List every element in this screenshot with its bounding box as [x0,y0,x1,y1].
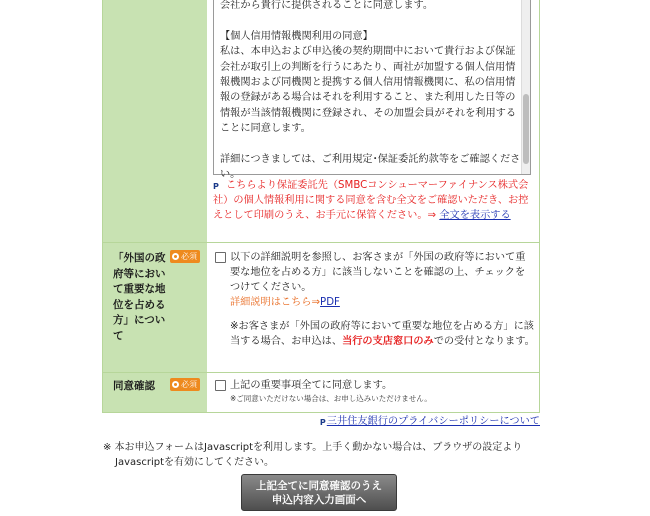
foreign-official-detail [230,295,535,310]
foreign-official-checkbox-row [215,250,535,349]
terms-line [220,137,524,152]
note-bold: 当行の支店窓口のみ [342,336,434,347]
required-badge-label: 必須 [181,252,197,261]
detail-pdf-link[interactable]: PDF [320,297,340,308]
required-badge-label: 必須 [181,380,197,389]
terms-line: 詳細につきましては、ご利用規定･保証委託約款等をご確認ください。 [220,154,521,181]
foreign-official-checkbox-label: 以下の詳細説明を参照し、お客さまが「外国の政府等において重要な地位を占める方」に該当しないことを確認の上、チェックをつけてください。 [230,252,526,293]
terms-text [214,0,524,181]
foreign-official-label-cell [103,243,206,372]
javascript-note [103,441,543,470]
consent-checkbox[interactable] [215,380,226,391]
consent-checkbox-label: 上記の重要事項全てに同意します。 [230,380,393,391]
terms-line: 会社から貴行に提供されることに同意します。 [220,0,434,11]
guarantor-notice-text: こちらより保証委託先（SMBCコンシューマーファイナンス株式会社）の個人情報利用に関する同意を含む全文をご確認いただき、お控えとして印刷のうえ、お手元に保管ください。⇒ [213,180,529,221]
consent-value-cell [207,373,539,412]
terms-scroll-thumb[interactable] [523,94,529,164]
terms-line: 【個人信用情報機関利用の同意】 [220,30,373,42]
consent-form-table [102,0,540,413]
terms-line: 私は、本申込および申込後の契約期間中において貴行および保証会社が取引上の判断を行うにあたり、両社が加盟する個人信用情報機関および同機関と提携する個人信用情報機関に、私の信用情報の登録がある場合はそれを利用すること、また利用した日等の情報が当該情報機関に登録され、その加盟会員がそれを利用することに同意します。 [220,46,517,135]
guarantor-notice [213,178,533,223]
detail-prefix: 詳細説明はこちら⇒ [230,297,321,308]
consent-row [103,373,539,412]
required-badge-icon [172,253,179,260]
required-badge-icon [172,381,179,388]
terms-textarea[interactable] [213,0,531,181]
consent-checkbox-row [215,378,535,404]
privacy-policy-link[interactable]: 三井住友銀行のプライバシーポリシーについて [326,416,540,427]
foreign-official-checkbox[interactable] [215,252,226,263]
foreign-official-value-cell [207,243,539,372]
javascript-note-line: Javascriptを有効にしてください。 [115,456,274,468]
foreign-official-row [103,243,539,372]
consent-label: 同意確認 [113,380,155,392]
terms-label-cell [103,0,206,242]
proceed-to-input-button[interactable] [241,474,397,511]
submit-line-1: 上記全てに同意確認のうえ [256,479,382,492]
foreign-official-label: 「外国の政府等において重要な地位を占める方」について [113,252,166,342]
privacy-policy [300,415,540,429]
show-full-text-link[interactable]: 全文を表示する [439,210,511,221]
terms-row [103,0,539,242]
foreign-official-note [230,319,535,349]
pdf-icon: P [213,182,219,191]
consent-small-note: ※ご同意いただけない場合は、お申し込みいただけません。 [230,394,432,403]
terms-value-cell [207,0,539,242]
required-badge [170,250,200,263]
terms-line [220,13,524,28]
pdf-icon: P [319,418,326,427]
submit-line-2: 申込内容入力画面へ [271,493,367,506]
terms-scrollbar[interactable] [521,0,530,174]
note-before: ※お客さまが「外国の政府等において重要な地位を占める方」に該当する場合、お申込は、 [230,321,534,347]
required-badge [170,378,200,391]
javascript-note-line: ※ 本お申込フォームはJavascriptを利用します。上手く動かない場合は、ブラウザの設定より [103,442,523,453]
consent-label-cell [103,373,206,412]
note-after: での受付となります。 [433,336,535,347]
